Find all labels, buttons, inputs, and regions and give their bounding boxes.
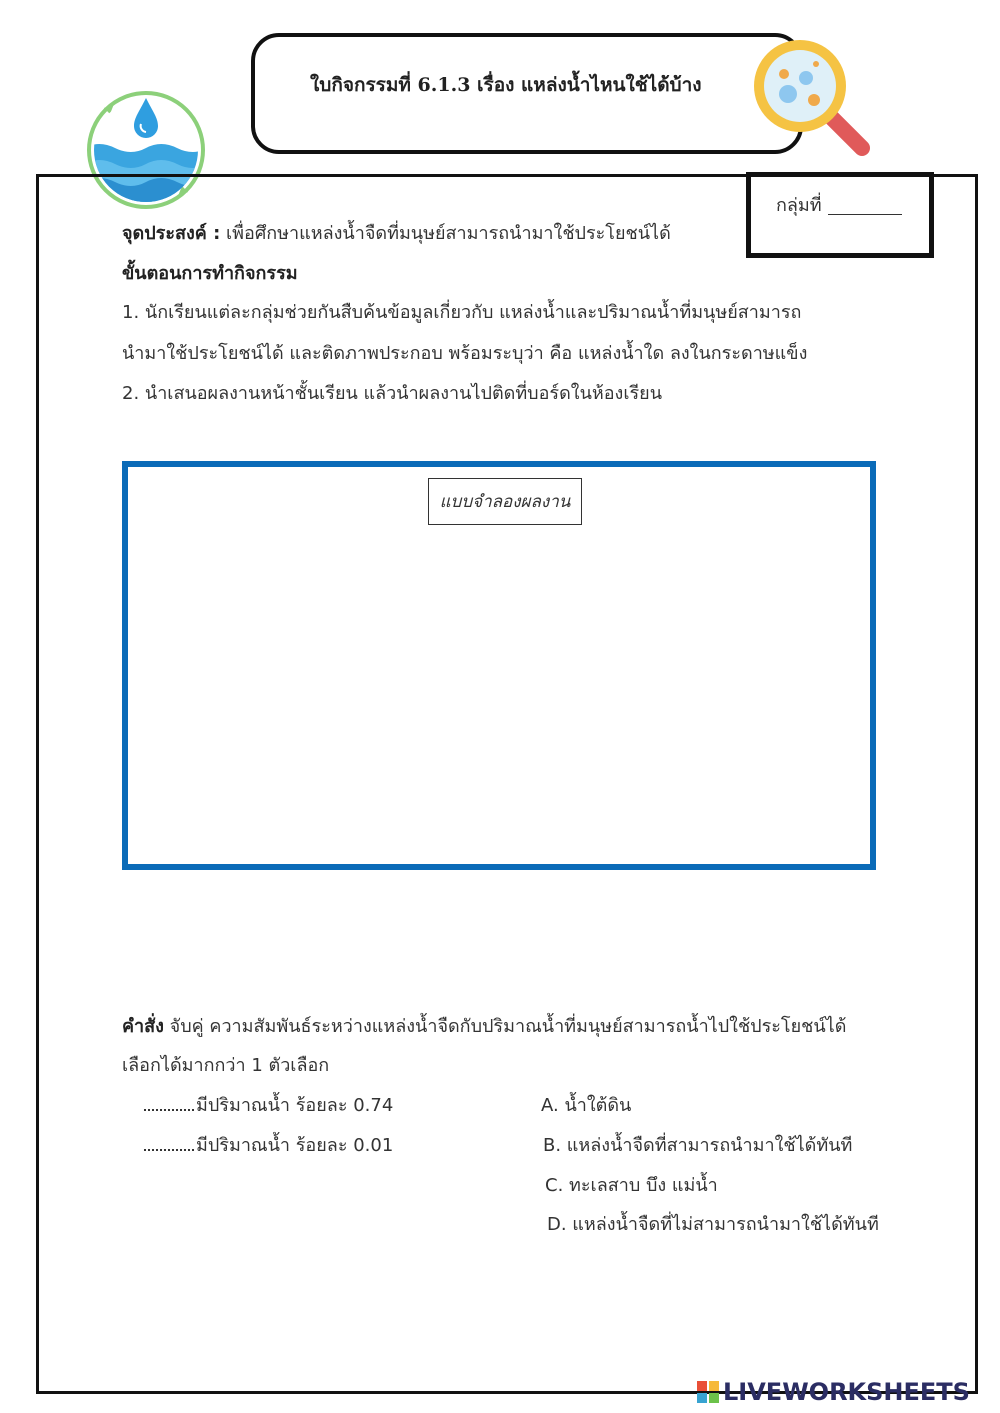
objective-label: จุดประสงค์ : xyxy=(122,223,221,244)
instruction-label: คำสั่ง xyxy=(122,1016,164,1037)
question-text: มีปริมาณน้ำ ร้อยละ 0.74 xyxy=(196,1095,394,1116)
model-label: แบบจำลองผลงาน xyxy=(428,478,582,525)
watermark-text: LIVEWORKSHEETS xyxy=(723,1378,970,1406)
question-row xyxy=(144,1090,393,1119)
option-b: B. แหล่งน้ำจืดที่สามารถนำมาใช้ได้ทันที xyxy=(543,1135,853,1156)
instruction-text: จับคู่ ความสัมพันธ์ระหว่างแหล่งน้ำจืดกับปริมาณน้ำที่มนุษย์สามารถน้ำไปใช้ประโยชน์ได้ xyxy=(169,1016,847,1037)
magnifier-icon xyxy=(748,34,872,158)
option-c: C. ทะเลสาบ บึง แม่น้ำ xyxy=(545,1175,718,1196)
liveworksheets-logo xyxy=(697,1378,970,1406)
group-label: กลุ่มที่ xyxy=(776,195,822,216)
group-box xyxy=(746,172,934,258)
procedure-line: 2. นำเสนอผลงานหน้าชั้นเรียน แล้วนำผลงานไปติดที่บอร์ดในห้องเรียน xyxy=(122,383,663,404)
procedure-heading: ขั้นตอนการทำกิจกรรม xyxy=(122,263,298,284)
instruction xyxy=(122,1011,846,1040)
objective xyxy=(122,218,671,247)
question-row xyxy=(144,1130,393,1159)
group-answer-line[interactable] xyxy=(828,214,902,215)
objective-text: เพื่อศึกษาแหล่งน้ำจืดที่มนุษย์สามารถนำมาใช้ประโยชน์ได้ xyxy=(226,223,671,244)
option-d: D. แหล่งน้ำจืดที่ไม่สามารถนำมาใช้ได้ทันที xyxy=(547,1214,879,1235)
instruction-note: เลือกได้มากกว่า 1 ตัวเลือก xyxy=(122,1055,330,1076)
answer-blank[interactable] xyxy=(144,1109,194,1111)
page-title: ใบกิจกรรมที่ 6.1.3 เรื่อง แหล่งน้ำไหนใช้ได้บ้าง xyxy=(310,74,702,96)
logo-squares-icon xyxy=(697,1381,719,1403)
question-text: มีปริมาณน้ำ ร้อยละ 0.01 xyxy=(196,1135,394,1156)
option-a: A. น้ำใต้ดิน xyxy=(541,1095,632,1116)
procedure-line: นำมาใช้ประโยชน์ได้ และติดภาพประกอบ พร้อมระบุว่า คือ แหล่งน้ำใด ลงในกระดาษแข็ง xyxy=(122,343,808,364)
answer-blank[interactable] xyxy=(144,1149,194,1151)
procedure-line: 1. นักเรียนแต่ละกลุ่มช่วยกันสืบค้นข้อมูลเกี่ยวกับ แหล่งน้ำและปริมาณน้ำที่มนุษย์สามารถ xyxy=(122,302,802,323)
